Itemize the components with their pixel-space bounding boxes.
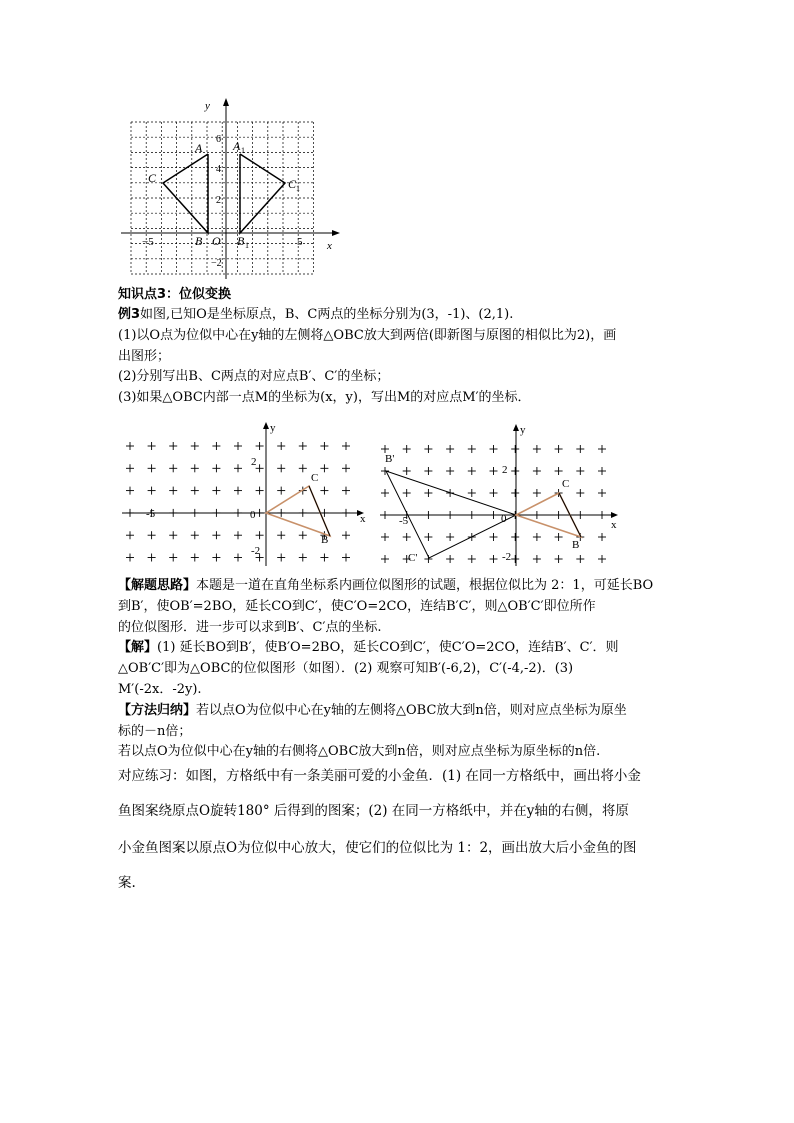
label-c-prime: C': [408, 552, 418, 564]
analysis-line2: 到B′，使OB′=2BO，延长CO到C′，使C′O=2CO，连结B′C′，则△OB′C′即位所作: [118, 599, 596, 614]
x-axis-label: x: [327, 240, 332, 252]
example-line1: 例3如图,已知O是坐标原点，B、C两点的坐标分别为(3，-1)、(2,1).: [118, 307, 514, 322]
svg-text:-5: -5: [399, 515, 409, 527]
svg-text:y: y: [270, 422, 276, 434]
analysis-line3: 的位似图形．进一步可以求到B′、C′点的坐标.: [118, 620, 382, 635]
example-q1a: (1)以O点为位似中心在y轴的左侧将△OBC放大到两倍(即新图与原图的相似比为2)，画: [118, 328, 617, 343]
method-line3: 若以点O为位似中心在y轴的右侧将△OBC放大到n倍，则对应点坐标为原坐标的n倍.: [118, 744, 601, 759]
svg-text:x: x: [611, 519, 617, 531]
section-title: 知识点3：位似变换: [118, 287, 232, 302]
svg-text:-2: -2: [502, 551, 512, 563]
svg-text:4: 4: [216, 164, 221, 175]
svg-text:y: y: [520, 424, 526, 436]
practice-line4: 案.: [118, 875, 136, 891]
label-o: O: [212, 234, 221, 248]
solution-line1: 【解】(1) 延长BO到B′，使B′O=2BO，延长CO到C′，使C′O=2CO，连结B′、C′．则: [118, 640, 619, 655]
svg-text:2: 2: [251, 456, 257, 468]
label-c: C: [148, 171, 157, 185]
solution-line2: △OB′C′即为△OBC的位似图形（如图）．(2) 观察可知B′(-6,2)，C′(-4,-2)．(3): [118, 661, 574, 676]
svg-text:-2: -2: [251, 545, 261, 557]
svg-text:0: 0: [501, 513, 507, 525]
label-b: B: [321, 534, 329, 546]
label-c1: C: [288, 177, 297, 191]
svg-text:1: 1: [296, 184, 300, 193]
svg-text:2: 2: [502, 464, 508, 476]
svg-text:x: x: [360, 513, 366, 525]
svg-text:5: 5: [297, 236, 303, 248]
label-c: C: [311, 472, 319, 484]
example-q1b: 出图形；: [118, 349, 171, 364]
label-b: B: [195, 234, 203, 248]
svg-text:0: 0: [250, 509, 256, 521]
figure-enlarged-triangle: [378, 420, 628, 568]
triangle-obc: [266, 486, 330, 536]
practice-line2: 鱼图案绕原点O旋转180° 后得到的图案；(2) 在同一方格纸中，并在y轴的右侧，将原: [118, 803, 629, 819]
svg-text:6: 6: [216, 134, 221, 145]
svg-text:2: 2: [216, 195, 221, 206]
label-b1: B: [237, 234, 245, 248]
svg-text:1: 1: [245, 241, 249, 250]
y-axis-label: y: [205, 100, 210, 112]
label-a: A: [195, 141, 203, 155]
label-a1: A: [233, 139, 241, 153]
method-line2: 标的－n倍；: [118, 724, 192, 739]
example-q2: (2)分别写出B、C两点的对应点B′、C′的坐标；: [118, 369, 390, 384]
practice-line3: 小金鱼图案以原点O为位似中心放大，使它们的位似比为 1：2，画出放大后小金鱼的图: [118, 840, 637, 856]
label-b-prime: B': [385, 453, 395, 465]
practice-line1: 对应练习：如图，方格纸中有一条美丽可爱的小金鱼．(1) 在同一方格纸中，画出将小金: [118, 768, 641, 784]
svg-text:−5: −5: [142, 236, 154, 248]
svg-text:1: 1: [241, 146, 245, 155]
svg-text:-5: -5: [146, 508, 156, 520]
quad-abc: [163, 154, 208, 233]
figure-original-triangle: [120, 418, 370, 568]
svg-text:−2: −2: [211, 258, 222, 269]
label-b: B: [572, 539, 580, 551]
quad-a1b1c1: [240, 154, 285, 233]
figure-reflection-grid: [118, 96, 348, 282]
label-c: C: [562, 478, 570, 490]
solution-line3: M′(-2x．-2y).: [118, 682, 202, 697]
analysis-line1: 【解题思路】本题是一道在直角坐标系内画位似图形的试题，根据位似比为 2：1，可延长BO: [118, 578, 654, 593]
example-q3: (3)如果△OBC内部一点M的坐标为(x，y)，写出M的对应点M′的坐标．: [118, 390, 531, 405]
method-line1: 【方法归纳】若以点O为位似中心在y轴的左侧将△OBC放大到n倍，则对应点坐标为原坐: [118, 703, 627, 718]
